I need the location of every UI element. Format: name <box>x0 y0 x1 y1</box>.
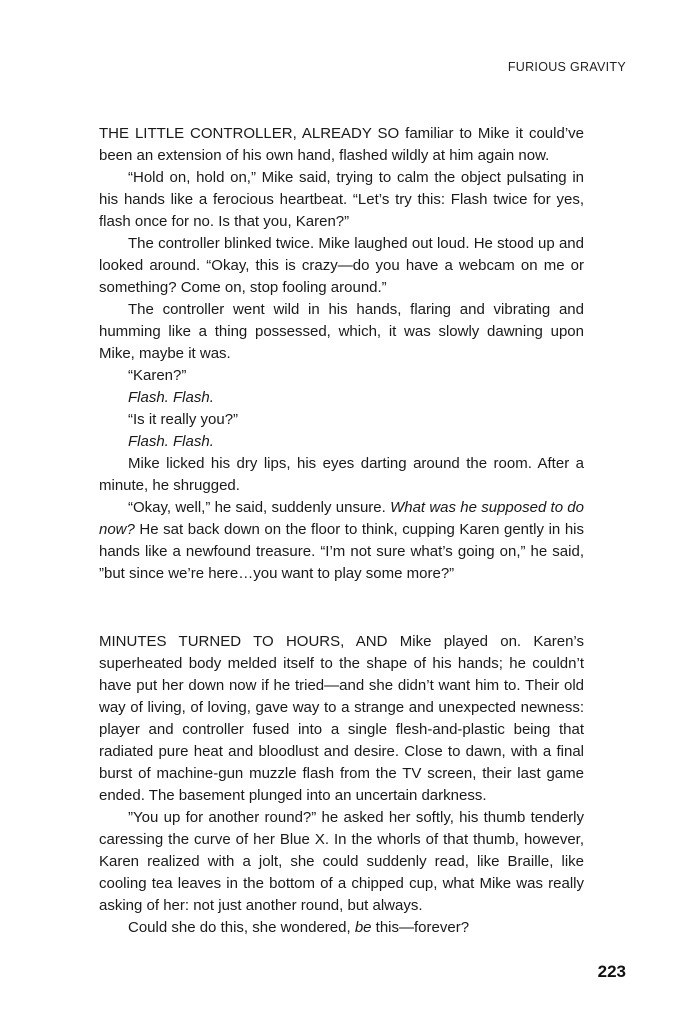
paragraph: The controller went wild in his hands, flaring and vibrating and humming like a thing possessed, which, it was slowly dawning upon Mike, maybe it was. <box>99 301 584 362</box>
paragraph <box>99 431 584 453</box>
paragraph-text: this—forever? <box>371 919 470 936</box>
paragraph: The controller blinked twice. Mike laughed out loud. He stood up and looked around. “Okay, this is crazy—do you have a webcam on me or something? Come on, stop fooling around.” <box>99 235 584 296</box>
paragraph-text: He sat back down on the floor to think, cupping Karen gently in his hands like a newfound treasure. “I’m not sure what’s going on,” he said, ”but since we’re here…you want to play some more?” <box>99 521 584 582</box>
paragraph <box>99 917 584 939</box>
paragraph-text: Could she do this, she wondered, <box>128 919 355 936</box>
paragraph <box>99 631 584 807</box>
paragraph-text: familiar to Mike it could’ve been an extension of his own hand, flashed wildly at him again now. <box>99 125 584 164</box>
section-two <box>99 631 584 939</box>
italic-text: Flash. Flash. <box>128 433 214 450</box>
running-head: FURIOUS GRAVITY <box>507 60 626 74</box>
paragraph <box>99 387 584 409</box>
italic-text: be <box>354 919 372 936</box>
section-one <box>99 123 584 585</box>
italic-text: Flash. Flash. <box>128 389 214 406</box>
italic-text: What was he supposed to do now? <box>99 499 584 538</box>
paragraph-text: “Okay, well,” he said, suddenly unsure. <box>128 499 391 516</box>
opening-small-caps: MINUTES TURNED TO HOURS, AND <box>99 633 388 650</box>
paragraph <box>99 123 584 167</box>
paragraph-text: Mike played on. Karen’s superheated body melded itself to the shape of his hands; he couldn’t have put her down now if he tried—and she didn’t want him to. Their old way of living, of loving, gave way to a strange and unexpected newness: player and controller fused into a single flesh-and-plastic being that radiated pure heat and bloodlust and desire. Close to dawn, with a final burst of machine-gun muzzle flash from the TV screen, their last game ended. The basement plunged into an uncertain darkness. <box>99 633 584 804</box>
paragraph: “Hold on, hold on,” Mike said, trying to calm the object pulsating in his hands like a ferocious heartbeat. “Let’s try this: Flash twice for yes, flash once for no. Is that you, Karen?” <box>99 169 584 230</box>
paragraph: “Karen?” <box>128 367 187 384</box>
paragraph: ”You up for another round?” he asked her softly, his thumb tenderly caressing the curve of her Blue X. In the whorls of that thumb, however, Karen realized with a jolt, she could suddenly read, like Braille, like cooling tea leaves in the bottom of a chipped cup, what Mike was really asking of her: not just another round, but always. <box>99 809 584 914</box>
paragraph <box>99 497 584 585</box>
paragraph: “Is it really you?” <box>128 411 239 428</box>
opening-small-caps: THE LITTLE CONTROLLER, ALREADY SO <box>99 125 400 142</box>
page-number: 223 <box>597 962 626 981</box>
paragraph: Mike licked his dry lips, his eyes darting around the room. After a minute, he shrugged. <box>99 455 584 494</box>
